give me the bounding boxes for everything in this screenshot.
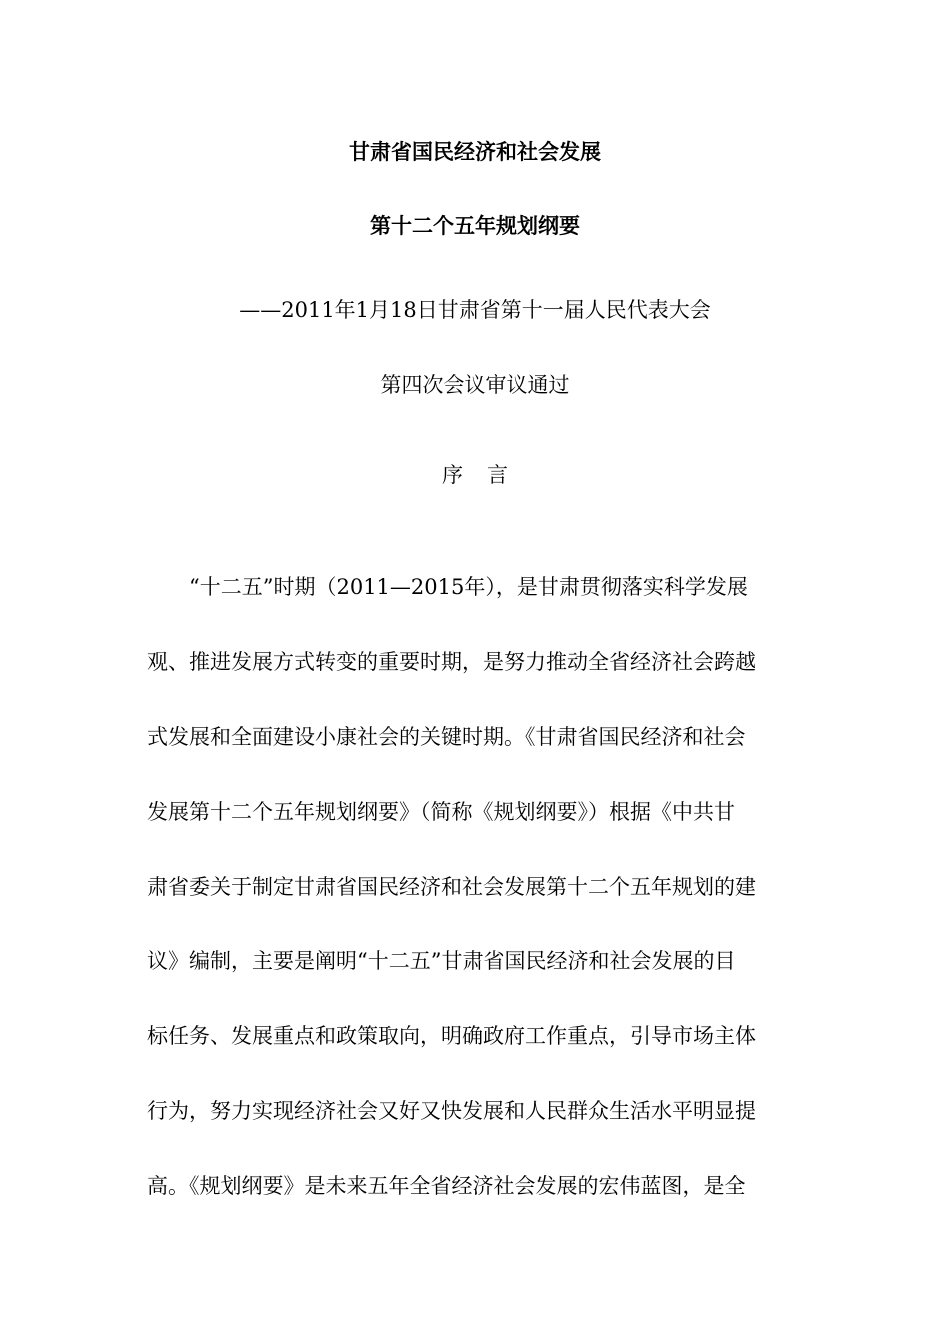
paragraph-line: 观、推进发展方式转变的重要时期，是努力推动全省经济社会跨越: [147, 650, 756, 674]
paragraph-line: 肃省委关于制定甘肃省国民经济和社会发展第十二个五年规划的建: [147, 875, 756, 899]
document-subtitle-line-2: 第四次会议审议通过: [380, 373, 570, 397]
paragraph-line: “十二五”时期（2011—2015年），是甘肃贯彻落实科学发展: [189, 575, 748, 599]
paragraph-line: 高。《规划纲要》是未来五年全省经济社会发展的宏伟蓝图，是全: [147, 1174, 746, 1198]
paragraph-line: 发展第十二个五年规划纲要》（简称《规划纲要》）根据《中共甘: [147, 800, 735, 824]
document-subtitle-line-1: ——2011年1月18日甘肃省第十一届人民代表大会: [239, 298, 711, 322]
paragraph-line: 式发展和全面建设小康社会的关键时期。《甘肃省国民经济和社会: [147, 725, 746, 749]
document-title-line-1: 甘肃省国民经济和社会发展: [349, 139, 601, 164]
paragraph-line: 行为，努力实现经济社会又好又快发展和人民群众生活水平明显提: [147, 1099, 756, 1123]
paragraph-line: 标任务、发展重点和政策取向，明确政府工作重点，引导市场主体: [147, 1024, 756, 1048]
section-heading: 序言: [442, 463, 532, 487]
paragraph-line: 议》编制，主要是阐明“十二五”甘肃省国民经济和社会发展的目: [147, 949, 736, 973]
document-title-line-2: 第十二个五年规划纲要: [370, 213, 580, 238]
